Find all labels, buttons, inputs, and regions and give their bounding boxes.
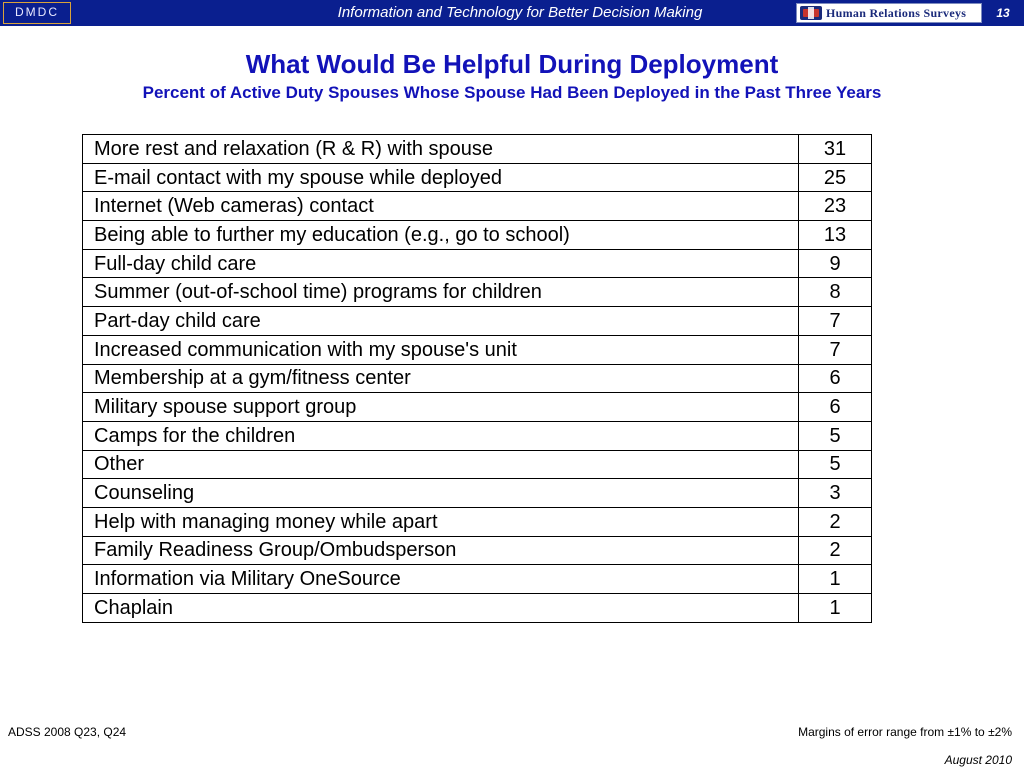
row-value: 6 (799, 393, 872, 422)
row-label: More rest and relaxation (R & R) with spouse (83, 135, 799, 164)
table-row (83, 192, 872, 221)
header-bar (0, 0, 1024, 26)
row-value: 1 (799, 565, 872, 594)
row-label: Information via Military OneSource (83, 565, 799, 594)
row-value: 5 (799, 421, 872, 450)
row-label: Being able to further my education (e.g., go to school) (83, 221, 799, 250)
row-value: 7 (799, 307, 872, 336)
row-value: 23 (799, 192, 872, 221)
table-row (83, 536, 872, 565)
source-note: ADSS 2008 Q23, Q24 (8, 725, 127, 739)
row-label: Internet (Web cameras) contact (83, 192, 799, 221)
row-label: Full-day child care (83, 249, 799, 278)
row-value: 13 (799, 221, 872, 250)
table-row (83, 507, 872, 536)
table-row (83, 565, 872, 594)
row-label: Other (83, 450, 799, 479)
hrs-emblem-icon (798, 4, 824, 22)
row-value: 3 (799, 479, 872, 508)
row-value: 6 (799, 364, 872, 393)
table-row (83, 278, 872, 307)
table-row (83, 163, 872, 192)
row-label: Membership at a gym/fitness center (83, 364, 799, 393)
row-label: Counseling (83, 479, 799, 508)
row-value: 1 (799, 594, 872, 623)
row-value: 2 (799, 536, 872, 565)
dmdc-label: DMDC (3, 2, 71, 24)
row-value: 2 (799, 507, 872, 536)
table-row (83, 450, 872, 479)
table-row (83, 594, 872, 623)
table-row (83, 249, 872, 278)
row-label: Family Readiness Group/Ombudsperson (83, 536, 799, 565)
report-date: August 2010 (944, 753, 1012, 767)
row-value: 8 (799, 278, 872, 307)
margin-of-error-note: Margins of error range from ±1% to ±2% (798, 725, 1012, 739)
row-label: Help with managing money while apart (83, 507, 799, 536)
row-label: Chaplain (83, 594, 799, 623)
row-value: 9 (799, 249, 872, 278)
helpful-items-table (82, 134, 872, 623)
row-value: 25 (799, 163, 872, 192)
table-row (83, 221, 872, 250)
hrs-logo (796, 3, 982, 23)
row-value: 31 (799, 135, 872, 164)
table-row (83, 421, 872, 450)
row-label: Camps for the children (83, 421, 799, 450)
row-value: 5 (799, 450, 872, 479)
row-label: Part-day child care (83, 307, 799, 336)
page-subtitle: Percent of Active Duty Spouses Whose Spouse Had Been Deployed in the Past Three Years (142, 83, 882, 102)
table-row (83, 135, 872, 164)
table-row (83, 364, 872, 393)
table-row (83, 479, 872, 508)
row-label: Summer (out-of-school time) programs for children (83, 278, 799, 307)
header-title: Information and Technology for Better Decision Making (337, 4, 703, 21)
table-row (83, 307, 872, 336)
row-label: Military spouse support group (83, 393, 799, 422)
row-value: 7 (799, 335, 872, 364)
page-number: 13 (996, 6, 1010, 20)
table-row (83, 393, 872, 422)
row-label: E-mail contact with my spouse while deployed (83, 163, 799, 192)
table-row (83, 335, 872, 364)
row-label: Increased communication with my spouse's unit (83, 335, 799, 364)
hrs-logo-text: Human Relations Surveys (826, 5, 967, 20)
page-title: What Would Be Helpful During Deployment (245, 49, 779, 79)
